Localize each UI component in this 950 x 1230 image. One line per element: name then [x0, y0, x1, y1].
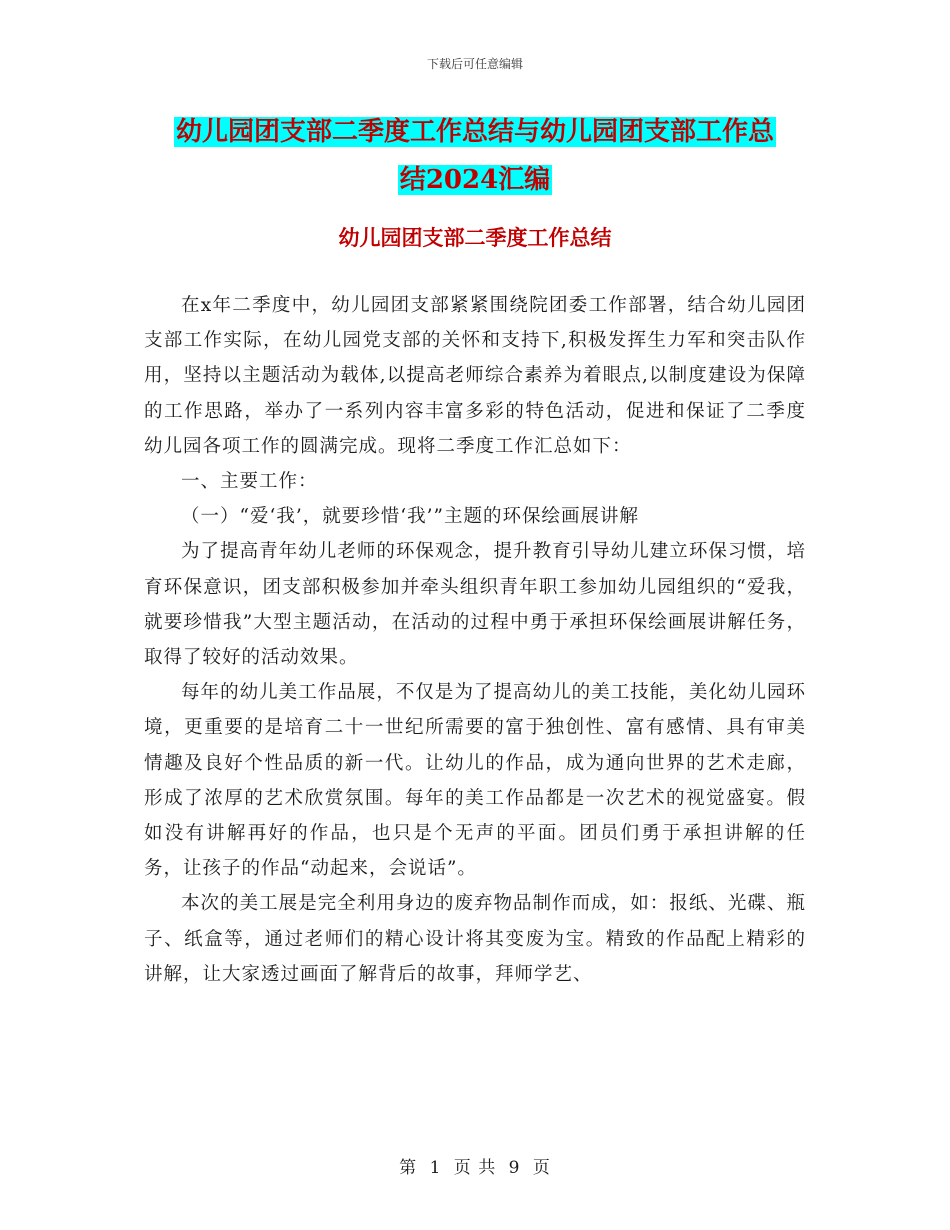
- paragraph: 每年的幼儿美工作品展，不仅是为了提高幼儿的美工技能，美化幼儿园环境，更重要的是培育二十一世纪所需要的富于独创性、富有感情、具有审美情趣及良好个性品质的新一代。让幼儿的作品，成为通向世界的艺术走廊，形成了浓厚的艺术欣赏氛围。每年的美工作品都是一次艺术的视觉盛宴。假如没有讲解再好的作品，也只是个无声的平面。团员们勇于承担讲解的任务，让孩子的作品“动起来，会说话”。: [144, 682, 806, 880]
- paragraph: 一、主要工作：: [181, 471, 318, 493]
- document-title: [150, 108, 800, 204]
- body-text: [144, 288, 806, 992]
- title-line-2: 结2024汇编: [399, 165, 551, 195]
- footer-mid: 页 共: [453, 1158, 497, 1178]
- page-footer: [0, 1153, 950, 1178]
- section-title: 幼儿园团支部二季度工作总结: [338, 225, 612, 250]
- paragraph: 为了提高青年幼儿老师的环保观念，提升教育引导幼儿建立环保习惯，培育环保意识，团支部积极参加并牵头组织青年职工参加幼儿园组织的“爱我，就要珍惜我”大型主题活动，在活动的过程中勇于承担环保绘画展讲解任务，取得了较好的活动效果。: [144, 541, 806, 669]
- title-line-1: 幼儿园团支部二季度工作总结与幼儿园团支部工作总: [175, 117, 774, 147]
- footer-suffix: 页: [532, 1158, 551, 1178]
- header-note: 下载后可任意编辑: [426, 57, 523, 71]
- paragraph: 本次的美工展是完全利用身边的废弃物品制作而成，如：报纸、光碟、瓶子、纸盒等，通过老师们的精心设计将其变废为宝。精致的作品配上精彩的讲解，让大家透过画面了解背后的故事，拜师学艺、: [144, 893, 806, 985]
- current-page-number: 1: [429, 1158, 442, 1178]
- paragraph: （一）“爱‘我’，就要珍惜‘我’”主题的环保绘画展讲解: [181, 506, 639, 528]
- paragraph: 在x年二季度中，幼儿园团支部紧紧围绕院团委工作部署，结合幼儿园团支部工作实际，在幼儿园党支部的关怀和支持下,积极发挥生力军和突击队作用，坚持以主题活动为载体,以提高老师综合素养为着眼点,以制度建设为保障的工作思路，举办了一系列内容丰富多彩的特色活动，促进和保证了二季度幼儿园各项工作的圆满完成。现将二季度工作汇总如下：: [144, 295, 806, 457]
- footer-prefix: 第: [399, 1158, 418, 1178]
- total-page-number: 9: [508, 1158, 521, 1178]
